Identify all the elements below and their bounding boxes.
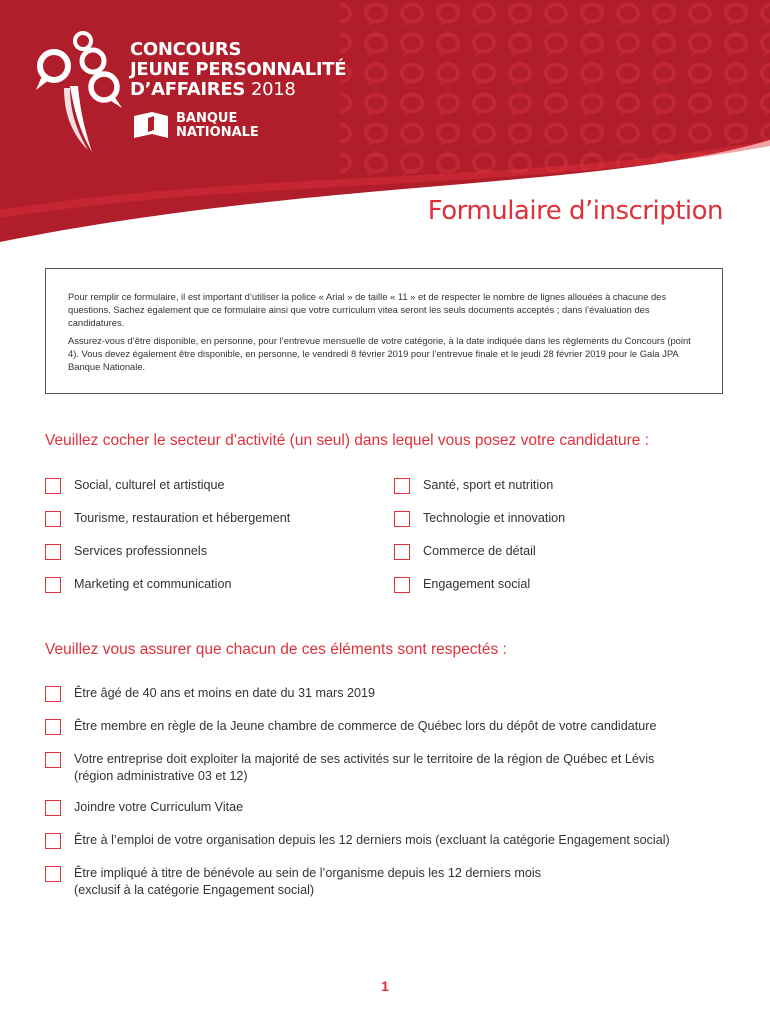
requirement-item[interactable] — [45, 866, 541, 899]
page-number: 1 — [381, 978, 389, 994]
requirement-label — [74, 718, 656, 735]
sector-option[interactable] — [45, 577, 232, 593]
requirement-item[interactable] — [45, 833, 670, 849]
requirement-line-1: Être membre en règle de la Jeune chambre de commerce de Québec lors du dépôt de votre candidature — [74, 719, 657, 733]
bank-name — [176, 112, 259, 140]
brand-line-1: CONCOURS — [130, 39, 242, 60]
requirement-label — [74, 685, 375, 702]
sector-label: Social, culturel et artistique — [74, 478, 225, 492]
requirement-label — [74, 865, 541, 899]
requirement-line-2: (région administrative 03 et 12) — [74, 769, 248, 783]
requirement-line-1: Être impliqué à titre de bénévole au sein de l’organisme depuis les 12 derniers mois — [74, 866, 541, 880]
requirement-item[interactable] — [45, 719, 656, 735]
sector-section-title: Veuillez cocher le secteur d’activité (un seul) dans lequel vous posez votre candidature : — [45, 432, 649, 449]
requirement-checkbox[interactable] — [45, 833, 61, 849]
requirement-line-2: (exclusif à la catégorie Engagement social) — [74, 883, 315, 897]
sector-checkbox[interactable] — [45, 478, 61, 494]
sector-checkbox[interactable] — [394, 577, 410, 593]
bank-name-line-2: NATIONALE — [176, 125, 259, 140]
sector-option[interactable] — [394, 544, 536, 560]
sector-option[interactable] — [45, 478, 225, 494]
sector-option[interactable] — [45, 511, 290, 527]
contest-brand — [130, 40, 346, 100]
sector-label: Services professionnels — [74, 544, 207, 558]
contest-logo-icon — [34, 30, 128, 154]
sector-option[interactable] — [394, 577, 530, 593]
form-title: Formulaire d’inscription — [427, 196, 723, 226]
sector-option[interactable] — [45, 544, 207, 560]
requirement-checkbox[interactable] — [45, 866, 61, 882]
brand-line-2: JEUNE PERSONNALITÉ — [130, 59, 347, 80]
requirement-line-1: Joindre votre Curriculum Vitae — [74, 800, 244, 814]
bank-logo — [132, 110, 259, 142]
sector-checkbox[interactable] — [45, 511, 61, 527]
requirement-checkbox[interactable] — [45, 686, 61, 702]
requirement-item[interactable] — [45, 752, 654, 785]
requirement-label — [74, 799, 243, 816]
requirement-item[interactable] — [45, 686, 375, 702]
sector-label: Marketing et communication — [74, 577, 232, 591]
sector-label: Santé, sport et nutrition — [423, 478, 554, 492]
bank-flag-icon — [132, 112, 170, 140]
instructions-box — [45, 268, 723, 394]
requirement-line-1: Votre entreprise doit exploiter la majorité de ses activités sur le territoire de la région de Québec et Lévis — [74, 752, 655, 766]
requirement-checkbox[interactable] — [45, 719, 61, 735]
sector-checkbox[interactable] — [394, 544, 410, 560]
sector-label: Commerce de détail — [423, 544, 536, 558]
sector-label: Tourisme, restauration et hébergement — [74, 511, 291, 525]
requirement-line-1: Être à l’emploi de votre organisation depuis les 12 derniers mois (excluant la catégorie Engagement social) — [74, 833, 670, 847]
instructions-paragraph-2: Assurez-vous d’être disponible, en personne, pour l’entrevue mensuelle de votre catégorie, à la date indiquée dans les règlements du Concours (point 4). Vous devez également être disponible, en personne, le vendredi 8 février 2019 pour l’entrevue finale et le jeudi 28 février 2019 pour le Gala JPA Banque Nationale. — [68, 335, 691, 372]
sector-checkbox[interactable] — [394, 478, 410, 494]
sector-option[interactable] — [394, 511, 565, 527]
sector-checkbox[interactable] — [394, 511, 410, 527]
brand-line-3 — [130, 80, 346, 100]
sector-label: Engagement social — [423, 577, 531, 591]
sector-checkbox[interactable] — [45, 577, 61, 593]
requirement-item[interactable] — [45, 800, 243, 816]
sector-label: Technologie et innovation — [423, 511, 566, 525]
requirement-checkbox[interactable] — [45, 800, 61, 816]
requirement-line-1: Être âgé de 40 ans et moins en date du 31 mars 2019 — [74, 686, 376, 700]
sector-checkbox[interactable] — [45, 544, 61, 560]
requirement-checkbox[interactable] — [45, 752, 61, 768]
requirement-label — [74, 751, 654, 785]
brand-year: 2018 — [250, 79, 296, 100]
instructions-paragraph-1: Pour remplir ce formulaire, il est important d’utiliser la police « Arial » de taille « 11 » et de respecter le nombre de lignes allouées à chacune des questions. Sachez également que ce formulaire ainsi que votre curriculum vitea seront les seuls documents acceptés ; dans l’évaluation des candidatures. — [68, 291, 667, 328]
bank-name-line-1: BANQUE — [176, 111, 238, 126]
requirements-section-title: Veuillez vous assurer que chacun de ces éléments sont respectés : — [45, 641, 507, 658]
brand-line-3-text: D’AFFAIRES — [130, 79, 245, 100]
requirement-label — [74, 832, 670, 849]
sector-option[interactable] — [394, 478, 553, 494]
